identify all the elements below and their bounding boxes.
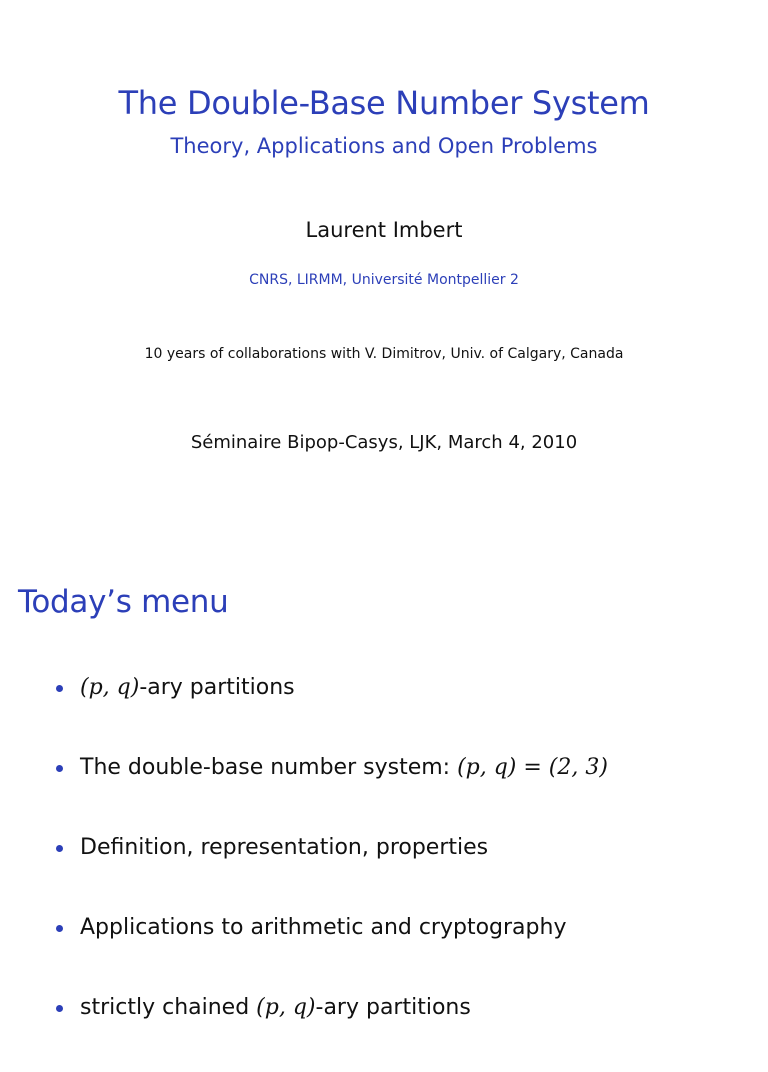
- list-item-text: strictly chained: [80, 995, 257, 1020]
- event-date: Séminaire Bipop-Casys, LJK, March 4, 2010: [190, 432, 578, 453]
- list-item: [50, 672, 608, 752]
- math-expression: (p, q): [256, 995, 316, 1020]
- list-item-text: -ary partitions: [139, 675, 295, 700]
- menu-heading: Today’s menu: [18, 584, 229, 620]
- list-item: [50, 912, 608, 992]
- math-expression: (p, q) = (2, 3): [457, 755, 608, 780]
- affiliation: CNRS, LIRMM, Université Montpellier 2: [249, 272, 519, 288]
- menu-list: [50, 672, 608, 1072]
- list-item-text: Applications to arithmetic and cryptography: [80, 915, 567, 940]
- list-item-text: Definition, representation, properties: [80, 835, 489, 860]
- list-item-text-after: -ary partitions: [315, 995, 471, 1020]
- slide-title: The Double-Base Number System: [118, 84, 650, 122]
- list-item: [50, 752, 608, 832]
- list-item: [50, 832, 608, 912]
- slide-subtitle: Theory, Applications and Open Problems: [170, 134, 598, 158]
- bullet-icon: [56, 685, 63, 692]
- list-item-text: The double-base number system:: [80, 755, 458, 780]
- bullet-icon: [56, 1005, 63, 1012]
- author-name: Laurent Imbert: [305, 218, 463, 242]
- bullet-icon: [56, 845, 63, 852]
- bullet-icon: [56, 765, 63, 772]
- math-expression: (p, q): [80, 675, 140, 700]
- list-item: [50, 992, 608, 1072]
- collaboration-note: 10 years of collaborations with V. Dimitrov, Univ. of Calgary, Canada: [144, 346, 624, 362]
- bullet-icon: [56, 925, 63, 932]
